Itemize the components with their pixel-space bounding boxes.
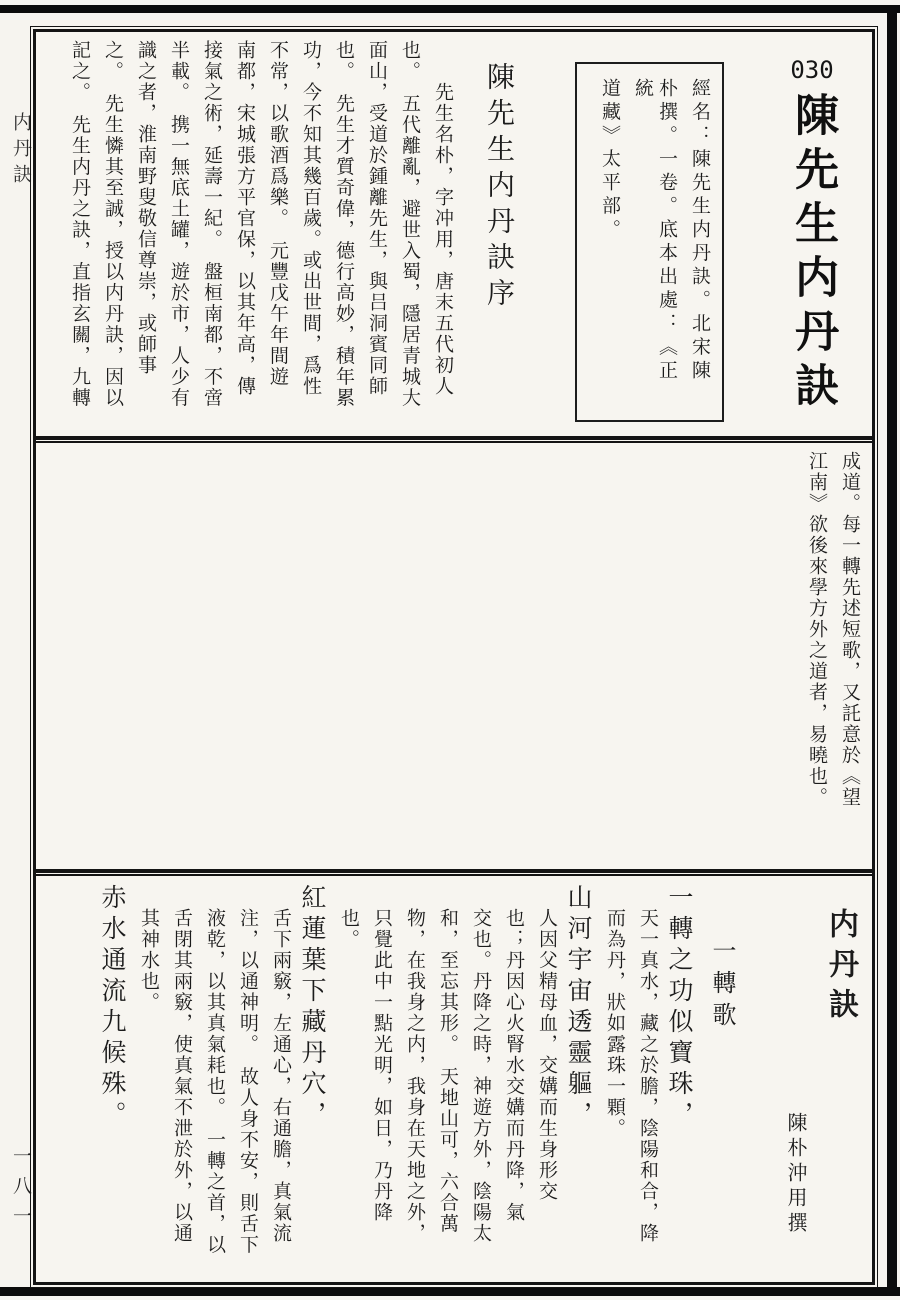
preface-column: 識之者，淮南野叟敬信尊崇，或師事 <box>135 40 156 376</box>
author-attribution: 陳朴沖用撰 <box>784 1112 806 1237</box>
preface-column: 功，今不知其幾百歲。或出世間，爲性 <box>300 40 321 397</box>
preface-column: 半載。 携一無底土罐，遊於市，人少有 <box>168 40 189 409</box>
text-column: 舌閉其兩竅，使真氣不泄於外，以通 <box>171 908 192 1244</box>
section-divider <box>36 436 872 443</box>
text-column: 交也。丹降之時，神遊方外，陰陽太 <box>470 908 491 1244</box>
note-column: 成道。每一轉先述短歌，又託意於《望 <box>839 451 860 808</box>
chapter-title: 内丹訣 <box>824 908 857 1028</box>
document-number: 030 <box>790 56 834 84</box>
document-title: 陳先生内丹訣 <box>788 92 838 416</box>
preface-text <box>68 40 453 432</box>
text-column: 注，以通神明。 故人身不安，則舌下 <box>237 908 258 1256</box>
text-column: 只覺此中一點光明，如日，乃丹降 <box>371 908 392 1223</box>
text-column: 也。 <box>338 908 359 950</box>
colophon-column: 經名：陳先生内丹訣。北宋陳 <box>689 78 710 384</box>
margin-running-title: 内丹訣 <box>10 112 31 190</box>
scan-edge-right <box>887 5 897 1295</box>
note-column: 江南》欲後來學方外之道者，易曉也。 <box>806 451 827 808</box>
preface-column: 也。 先生才質奇偉，德行高妙，積年累 <box>333 40 354 409</box>
preface-column: 南都，宋城張方平官保，以其年高，傳 <box>234 40 255 397</box>
song-heading: 一轉歌 <box>708 938 734 1034</box>
text-column: 一轉之功似寶珠， <box>665 884 692 1132</box>
text-column: 液乾，以其真氣耗也。 一轉之首，以 <box>204 908 225 1256</box>
section-top-flow <box>44 40 860 432</box>
colophon-column: 道藏》太平部。 <box>599 78 620 243</box>
preface-column: 接氣之術，延壽一紀。 盤桓南都，不啻 <box>201 40 222 409</box>
text-column: 物，在我身之内，我身在天地之外， <box>404 908 425 1244</box>
section-middle <box>36 443 872 869</box>
text-column: 紅蓮葉下藏丹穴， <box>298 884 325 1132</box>
section-bottom-flow <box>44 884 862 1278</box>
section-divider <box>36 869 872 876</box>
colophon-box <box>575 62 724 422</box>
text-frame-inner <box>33 29 875 1285</box>
text-column: 天一真水，藏之於膽，陰陽和合，降 <box>637 908 658 1244</box>
preface-column: 先生名朴，字冲用，唐末五代初人 <box>432 40 453 397</box>
preface-column: 也。 五代離亂，避世入蜀，隱居青城大 <box>399 40 420 409</box>
text-column: 山河宇宙透靈軀， <box>564 884 591 1132</box>
text-column: 和，至忘其形。 天地山可，六合萬 <box>437 908 458 1235</box>
text-column: 舌下兩竅，左通心，右通膽，真氣流 <box>270 908 291 1244</box>
title-block <box>764 40 860 432</box>
section-middle-flow <box>44 451 860 865</box>
text-column: 人因父精母血，交媾而生身形交 <box>536 908 557 1202</box>
section-bottom <box>36 876 872 1282</box>
text-column: 也；丹因心火腎水交媾而丹降，氣 <box>503 908 524 1223</box>
preface-column: 記之。 先生内丹之訣，直指玄關，九轉 <box>69 40 90 409</box>
colophon-column: 朴撰。一卷。底本出處：《正統 <box>632 78 677 384</box>
text-frame <box>30 26 878 1288</box>
main-text <box>98 884 692 1278</box>
section-top <box>36 32 872 436</box>
preface-column: 之。 先生憐其至誠，授以内丹訣，因以 <box>102 40 123 409</box>
preface-column: 面山，受道於鍾離先生，與吕洞賓同師 <box>366 40 387 397</box>
text-column: 而為丹，狀如露珠一顆。 <box>604 908 625 1139</box>
preface-column: 不常，以歌酒爲樂。 元豐戊午年間遊 <box>267 40 288 388</box>
scan-edge-bottom <box>0 1287 900 1296</box>
scan-edge-top <box>0 5 900 13</box>
margin-page-number: 一八一 <box>10 1146 31 1236</box>
preface-heading: 陳先生内丹訣序 <box>483 62 514 314</box>
text-column: 赤水通流九候殊。 <box>98 884 125 1132</box>
text-column: 其神水也。 <box>138 908 159 1013</box>
